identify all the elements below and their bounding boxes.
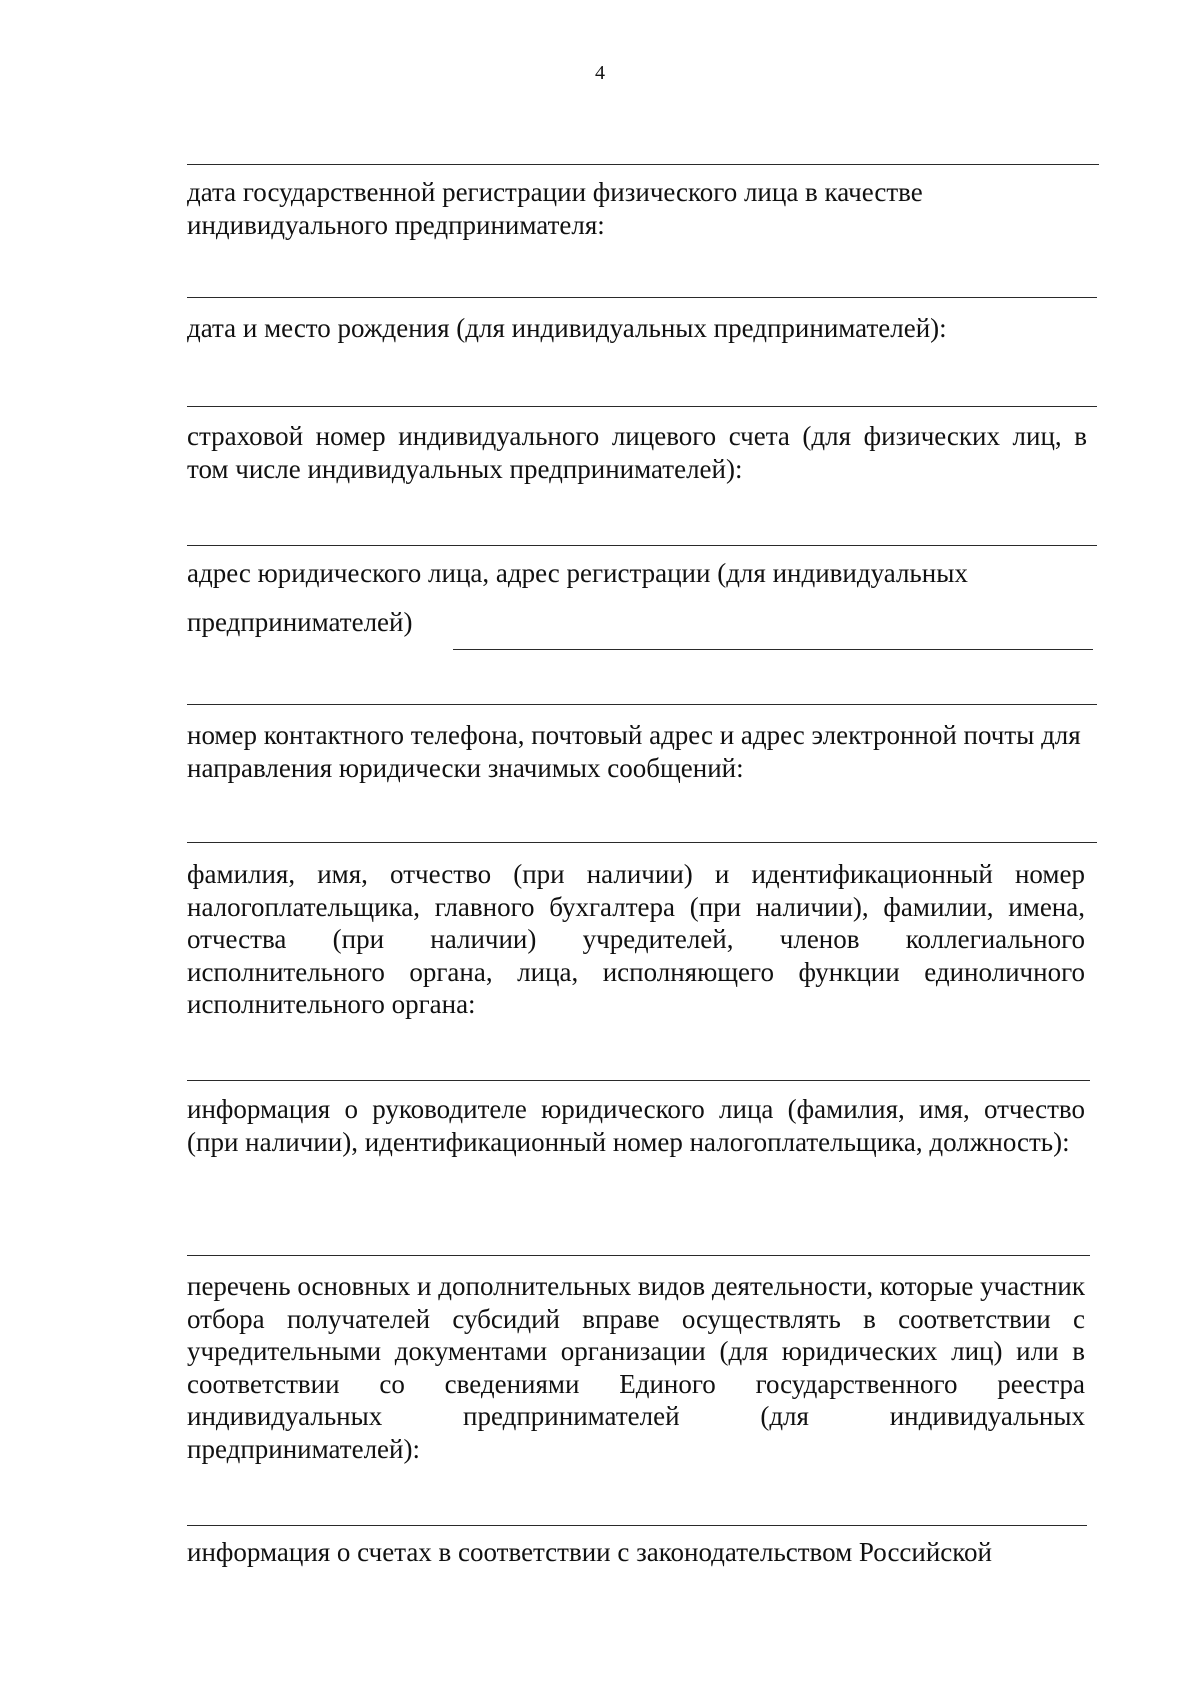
field-label-registration-date: дата государственной регистрации физического лица в качестве индивидуального предпринимателя: (187, 177, 923, 240)
fill-line (187, 842, 1097, 843)
field-label-snils: страховой номер индивидуального лицевого счета (для физических лиц, в том числе индивидуальных предпринимателей): (187, 421, 1087, 484)
field-label-birth: дата и место рождения (для индивидуальных предпринимателей): (187, 313, 947, 343)
fill-line (187, 704, 1097, 705)
fill-line (187, 1255, 1090, 1256)
fill-line (187, 164, 1099, 165)
fill-line (187, 1525, 1087, 1526)
fill-line (187, 1080, 1090, 1081)
fill-line (187, 406, 1097, 407)
fill-line (187, 545, 1097, 546)
field-label-activities: перечень основных и дополнительных видов деятельности, которые участник отбора получателей субсидий вправе осуществлять в соответствии с учредительными документами организации (для юридических лиц) или в соответствии со сведениями Единого государственного реестра индивидуальных предпринимателей (для индивидуальных предпринимателей): (187, 1271, 1085, 1464)
field-label-address-line2: предпринимателей) (187, 607, 413, 637)
field-label-founders: фамилия, имя, отчество (при наличии) и идентификационный номер налогоплательщика, главного бухгалтера (при наличии), фамилии, имена, отчества (при наличии) учредителей, членов коллегиального исполнительного органа, лица, исполняющего функции единоличного исполнительного органа: (187, 859, 1085, 1019)
fill-line (187, 297, 1097, 298)
field-label-head: информация о руководителе юридического лица (фамилия, имя, отчество (при наличии), идентификационный номер налогоплательщика, должность): (187, 1094, 1085, 1157)
page-number: 4 (595, 62, 605, 84)
field-label-contacts: номер контактного телефона, почтовый адрес и адрес электронной почты для направления юридически значимых сообщений: (187, 720, 1081, 783)
field-label-accounts: информация о счетах в соответствии с законодательством Российской (187, 1537, 992, 1567)
inline-fill-line (453, 649, 1093, 650)
field-label-address: адрес юридического лица, адрес регистрации (для индивидуальных (187, 558, 968, 588)
